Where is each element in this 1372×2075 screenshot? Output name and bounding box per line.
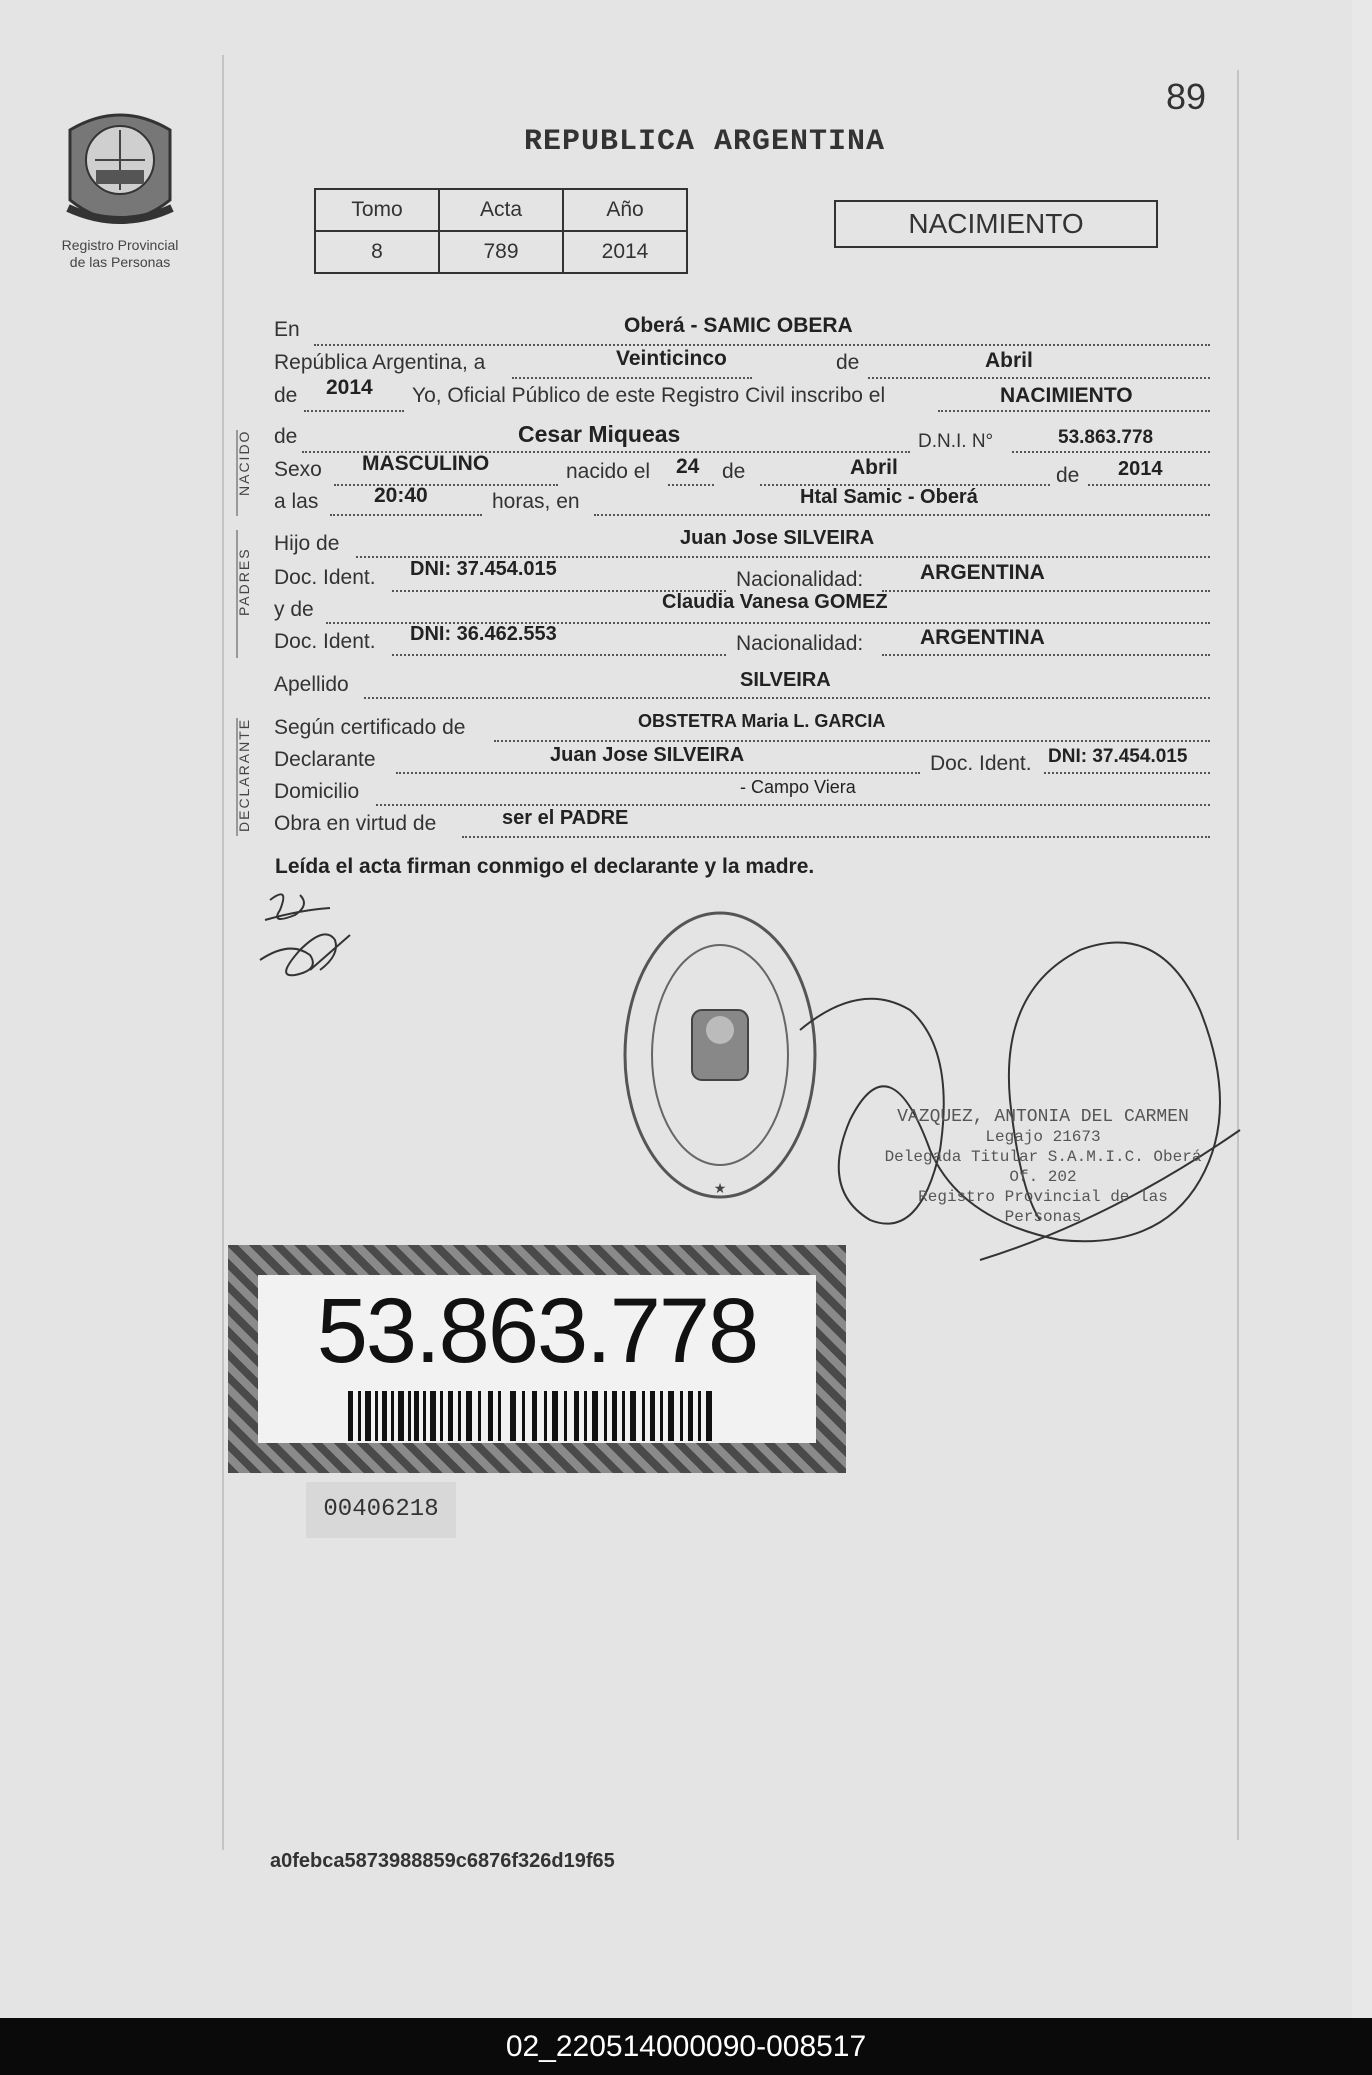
dotted-line (1012, 451, 1210, 453)
registry-logo-caption (40, 237, 200, 271)
nacido-section-label: NACIDO (236, 429, 252, 496)
republica-label: República Argentina, a (274, 351, 486, 374)
dotted-line (314, 344, 1210, 346)
de-label: de (1056, 464, 1080, 487)
dotted-line (376, 804, 1210, 806)
official-registry: Registro Provincial de las Personas (918, 1188, 1168, 1226)
dotted-line (512, 377, 752, 379)
control-number: 00406218 (306, 1482, 456, 1538)
birth-day-value: 24 (676, 455, 700, 478)
left-margin-line (222, 55, 224, 1850)
official-role: Delegada Titular S.A.M.I.C. Oberá Of. 202 (884, 1148, 1202, 1186)
de-label: de (722, 460, 746, 483)
dotted-line (1088, 484, 1210, 486)
en-label: En (274, 318, 300, 341)
domicilio-label: Domicilio (274, 780, 360, 803)
dotted-line (594, 514, 1210, 516)
inscribo-value: NACIMIENTO (1000, 384, 1133, 407)
anio-value: 2014 (563, 231, 687, 273)
dotted-line (882, 590, 1210, 592)
registry-name-line2: de las Personas (69, 254, 171, 270)
barcode-label (258, 1275, 816, 1443)
de-label: de (836, 351, 860, 374)
page-number: 89 (1166, 76, 1207, 117)
nacionalidad-label: Nacionalidad: (736, 632, 864, 655)
y-de-label: y de (274, 598, 314, 621)
svg-text:★: ★ (713, 1181, 727, 1197)
doc-ident-label: Doc. Ident. (274, 630, 376, 653)
official-name: VAZQUEZ, ANTONIA DEL CARMEN (897, 1107, 1189, 1127)
registry-name-line1: Registro Provincial (61, 237, 179, 253)
dni-barcode-sticker (228, 1245, 846, 1473)
horas-label: horas, en (492, 490, 580, 513)
dni-value: 53.863.778 (1058, 427, 1154, 448)
dotted-line (330, 514, 482, 516)
dotted-line (334, 484, 558, 486)
dotted-line (304, 410, 404, 412)
act-type-box: NACIMIENTO (834, 200, 1158, 248)
document-title: REPUBLICA ARGENTINA (524, 125, 886, 159)
document-hash: a0febca5873988859c6876f326d19f65 (270, 1850, 615, 1872)
child-name-value: Cesar Miqueas (518, 421, 681, 447)
anio-header: Año (563, 189, 687, 231)
file-id-bar (0, 2018, 1372, 2075)
birth-time-value: 20:40 (374, 484, 428, 507)
inscribo-text: Yo, Oficial Público de este Registro Civil inscribo el (412, 384, 886, 407)
birth-year-value: 2014 (1118, 458, 1163, 480)
birth-month-value: Abril (850, 456, 898, 479)
official-signature-block (878, 1107, 1208, 1227)
register-table (314, 188, 688, 274)
obra-value: ser el PADRE (502, 807, 629, 829)
acta-value: 789 (439, 231, 563, 273)
doc-ident-label: Doc. Ident. (274, 566, 376, 589)
nacionalidad-label: Nacionalidad: (736, 568, 864, 591)
year-value: 2014 (326, 376, 373, 399)
barcode-bars (348, 1391, 728, 1441)
doc-ident-label: Doc. Ident. (930, 752, 1032, 775)
declarante-label: Declarante (274, 748, 376, 771)
mother-nationality-value: ARGENTINA (920, 626, 1045, 649)
nacido-el-label: nacido el (566, 460, 651, 483)
declarante-doc-value: DNI: 37.454.015 (1048, 746, 1188, 767)
dotted-line (494, 740, 1210, 742)
mother-doc-value: DNI: 36.462.553 (410, 623, 557, 645)
declarante-value: Juan Jose SILVEIRA (550, 744, 745, 766)
tomo-header: Tomo (315, 189, 439, 231)
father-nationality-value: ARGENTINA (920, 561, 1045, 584)
tomo-value: 8 (315, 231, 439, 273)
segun-label: Según certificado de (274, 716, 466, 739)
dotted-line (364, 697, 1210, 699)
barcode-number: 53.863.778 (316, 1280, 758, 1382)
dotted-line (868, 377, 1210, 379)
alas-label: a las (274, 490, 319, 513)
hijo-de-label: Hijo de (274, 532, 340, 555)
closing-statement: Leída el acta firman conmigo el declarante y la madre. (275, 855, 815, 878)
father-name-value: Juan Jose SILVEIRA (680, 527, 875, 549)
dotted-line (668, 484, 714, 486)
dotted-line (882, 654, 1210, 656)
declarante-signature (250, 880, 370, 990)
birth-place-value: Htal Samic - Oberá (800, 486, 978, 508)
dotted-line (396, 772, 920, 774)
dni-label: D.N.I. N° (918, 431, 994, 452)
declarante-section-label: DECLARANTE (236, 717, 252, 832)
domicilio-value: - Campo Viera (740, 777, 856, 797)
dotted-line (1044, 772, 1210, 774)
en-value: Oberá - SAMIC OBERA (624, 314, 853, 337)
apellido-label: Apellido (274, 673, 349, 696)
father-doc-value: DNI: 37.454.015 (410, 558, 557, 580)
day-value: Veinticinco (616, 347, 727, 370)
month-value: Abril (985, 349, 1033, 372)
certificate-value: OBSTETRA Maria L. GARCIA (638, 711, 886, 731)
padres-section-label: PADRES (236, 547, 252, 616)
sexo-label: Sexo (274, 458, 322, 481)
obra-label: Obra en virtud de (274, 812, 437, 835)
apellido-value: SILVEIRA (740, 669, 831, 691)
sexo-value: MASCULINO (362, 452, 490, 475)
file-id: 02_220514000090-008517 (505, 2030, 867, 2063)
nacido-de-label: de (274, 425, 298, 448)
dotted-line (938, 410, 1210, 412)
de2-label: de (274, 384, 298, 407)
acta-header: Acta (439, 189, 563, 231)
mother-name-value: Claudia Vanesa GOMEZ (662, 591, 888, 613)
official-legajo: Legajo 21673 (985, 1128, 1101, 1146)
dotted-line (462, 836, 1210, 838)
dotted-line (392, 654, 726, 656)
